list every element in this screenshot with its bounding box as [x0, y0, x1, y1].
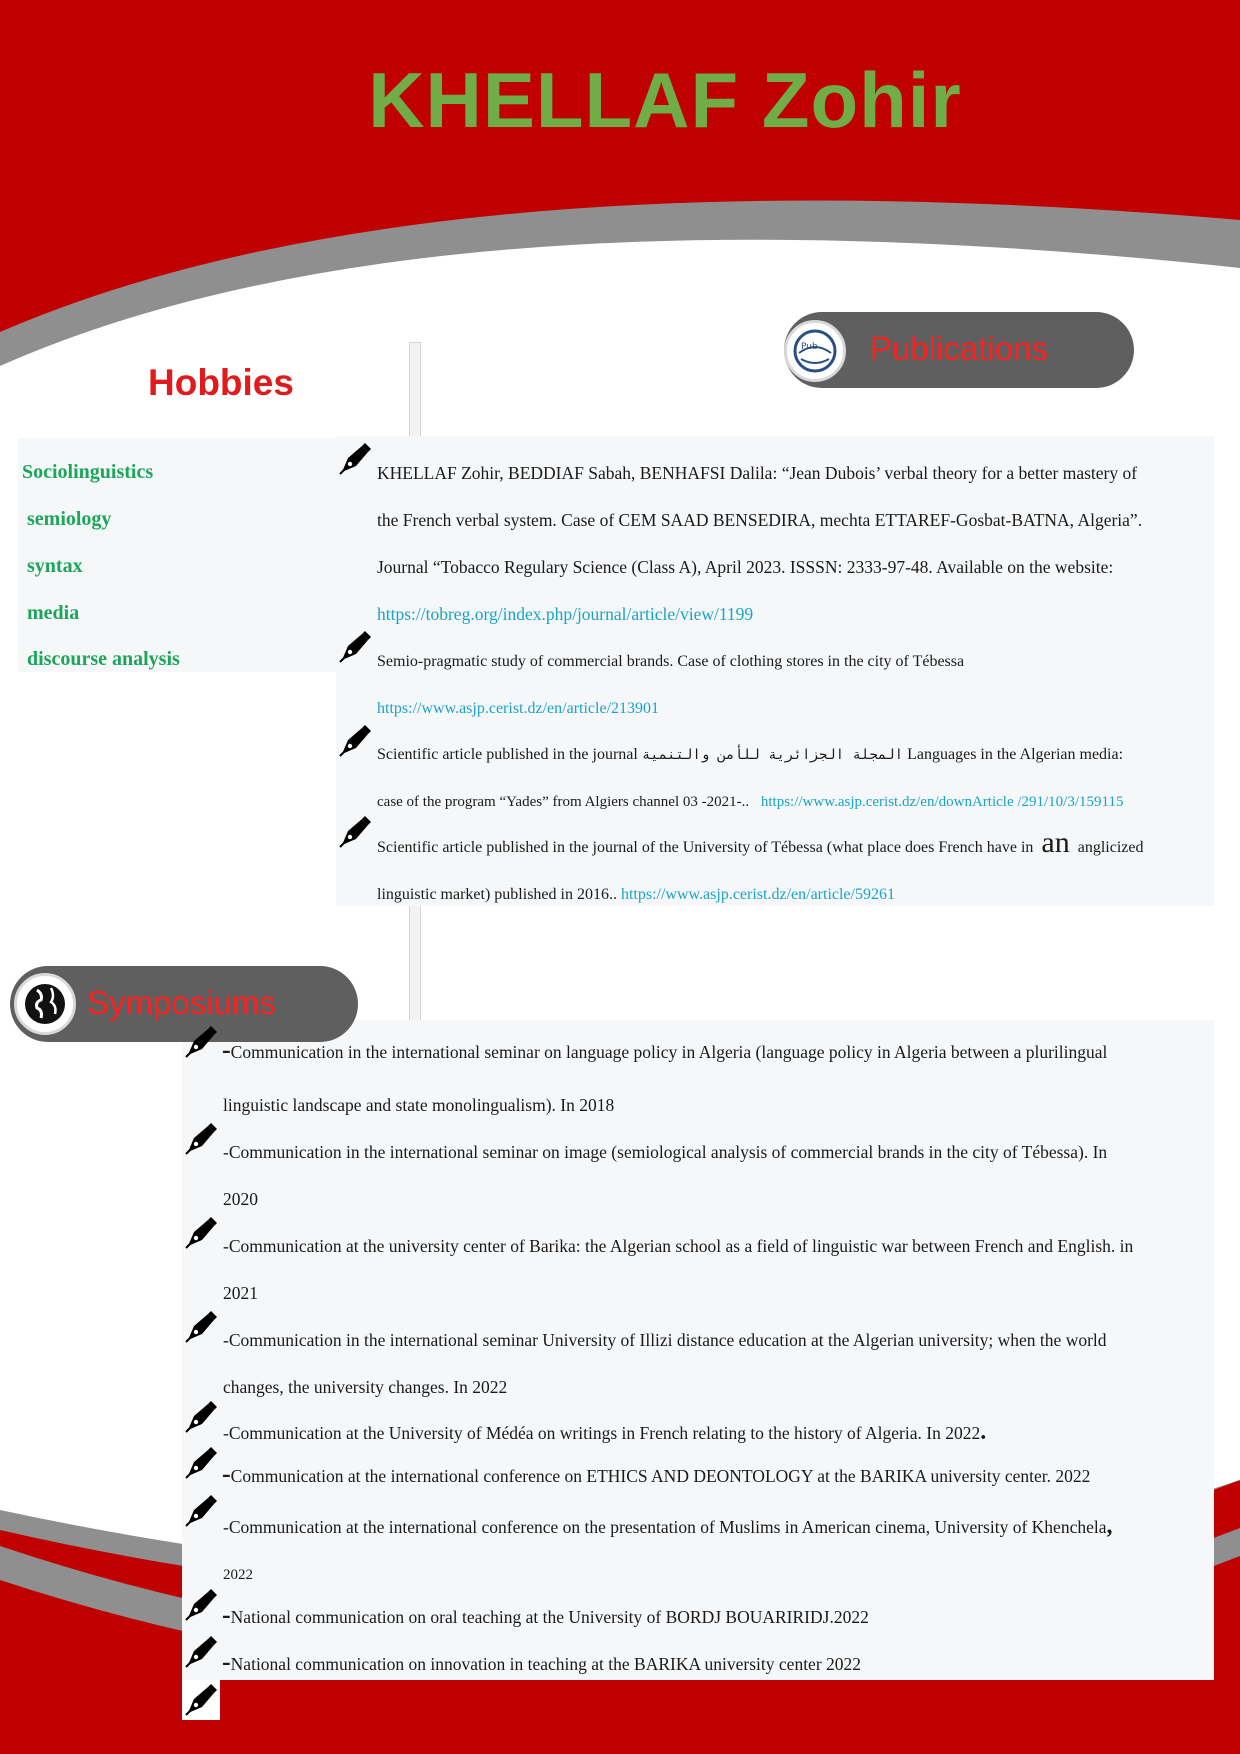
symposium-line — [222, 1647, 862, 1676]
symposium-text: National communication on innovation in teaching at the BARIKA university center 2022 — [230, 1654, 862, 1674]
symposium-line: 2022 — [223, 1567, 253, 1583]
dash-mark: - — [222, 1600, 231, 1629]
pen-bullet-icon — [184, 1025, 218, 1059]
pen-bullet-icon — [338, 815, 372, 849]
hobby-item: Sociolinguistics — [22, 461, 154, 483]
pen-bullet-icon — [338, 630, 372, 664]
publication-4-line-2 — [377, 886, 895, 904]
symposium-line: changes, the university changes. In 2022 — [223, 1377, 508, 1397]
symposium-line: -Communication at the university center of Barika: the Algerian school as a field of linguistic war between French and English. in — [223, 1236, 1134, 1256]
publication-1-link[interactable]: https://tobreg.org/index.php/journal/article/view/1199 — [377, 604, 754, 624]
pen-bullet-icon — [184, 1588, 218, 1622]
pen-bullet-icon — [184, 1122, 218, 1156]
publication-4-text-b: anglicized — [1077, 839, 1144, 856]
person-name: KHELLAF Zohir — [368, 56, 962, 144]
symposium-line: 2020 — [223, 1189, 258, 1209]
symposium-text: -Communication at the international conference on the presentation of Muslims in American cinema, University of Khenchela — [223, 1517, 1107, 1537]
publication-3-line-2 — [377, 794, 1123, 811]
hobby-item: media — [27, 602, 80, 624]
publication-3-text-c: case of the program “Yades” from Algiers channel 03 -2021-.. — [377, 794, 750, 810]
symposium-text: Communication in the international seminar on language policy in Algeria (language policy in Algeria between a plurilingual — [230, 1042, 1108, 1062]
hobby-item: semiology — [27, 508, 112, 530]
arabic-journal-title: المجلة الجزائرية للأمن والتنمية — [641, 747, 904, 763]
publication-3-line-1 — [377, 746, 1123, 764]
dash-mark: - — [222, 1459, 231, 1488]
pen-bullet-icon — [184, 1683, 218, 1717]
pen-bullet-frame — [182, 1680, 220, 1720]
pen-bullet-icon — [184, 1635, 218, 1669]
symposium-text: Communication at the international conference on ETHICS AND DEONTOLOGY at the BARIKA university center. 2022 — [230, 1466, 1091, 1486]
pen-bullet-icon — [184, 1216, 218, 1250]
publication-1-line-3: Journal “Tobacco Regulary Science (Class A), April 2023. ISSSN: 2333-97-48. Available on the website: — [377, 557, 1114, 577]
publication-2-line-1: Semio-pragmatic study of commercial brands. Case of clothing stores in the city of Tébessa — [377, 653, 965, 670]
symposium-line: linguistic landscape and state monolingualism). In 2018 — [223, 1095, 615, 1115]
symposium-line — [222, 1035, 1108, 1064]
symposium-text: -Communication at the University of Médéa on writings in French relating to the history of Algeria. In 2022 — [223, 1423, 981, 1443]
symposium-line — [222, 1600, 869, 1629]
hobbies-heading: Hobbies — [148, 362, 294, 403]
dash-mark: - — [222, 1035, 231, 1064]
publication-4-text-a: Scientific article published in the journal of the University of Tébessa (what place does French have in — [377, 839, 1034, 856]
publications-heading: Publications — [870, 330, 1048, 367]
trailing-punctuation: , — [1106, 1513, 1113, 1539]
publication-4-link[interactable]: https://www.asjp.cerist.dz/en/article/59261 — [620, 886, 895, 903]
symposium-line — [222, 1459, 1091, 1488]
symposiums-heading: Symposiums — [87, 984, 276, 1021]
pen-bullet-icon — [184, 1310, 218, 1344]
dash-mark: - — [222, 1647, 231, 1676]
publication-1-line-1: KHELLAF Zohir, BEDDIAF Sabah, BENHAFSI Dalila: “Jean Dubois’ verbal theory for a better mastery of — [377, 463, 1138, 483]
publication-3-text-a: Scientific article published in the journal — [377, 746, 638, 763]
pen-bullet-icon — [184, 1446, 218, 1480]
globe-icon — [14, 973, 76, 1035]
pen-bullet-icon — [338, 724, 372, 758]
publication-4-line-1 — [377, 826, 1143, 860]
publication-4-big-word: an — [1041, 826, 1070, 859]
symposium-text: National communication on oral teaching at the University of BORDJ BOUARIRIDJ.2022 — [230, 1607, 869, 1627]
hobby-item: discourse analysis — [27, 648, 180, 670]
trailing-punctuation: . — [980, 1419, 987, 1445]
symposium-line: 2021 — [223, 1283, 258, 1303]
hobby-item: syntax — [27, 555, 83, 577]
pen-bullet-icon — [184, 1494, 218, 1528]
symposium-line: -Communication in the international seminar University of Illizi distance education at the Algerian university; when the world — [223, 1330, 1107, 1350]
pen-bullet-icon — [184, 1400, 218, 1434]
publication-4-text-c: linguistic market) published in 2016.. — [377, 886, 617, 903]
symposium-line: -Communication in the international seminar on image (semiological analysis of commercial brands in the city of Tébessa). In — [223, 1142, 1108, 1162]
globe-badge-icon — [784, 320, 846, 382]
publication-3-link[interactable]: https://www.asjp.cerist.dz/en/downArticle /291/10/3/159115 — [760, 794, 1124, 810]
symposium-line — [223, 1419, 986, 1446]
symposium-line — [223, 1513, 1112, 1540]
publication-3-text-b: Languages in the Algerian media: — [907, 746, 1124, 763]
pen-bullet-icon — [338, 442, 372, 476]
publication-2-link[interactable]: https://www.asjp.cerist.dz/en/article/213901 — [377, 700, 660, 717]
svg-text:Pub: Pub — [801, 342, 818, 352]
publication-1-line-2: the French verbal system. Case of CEM SAAD BENSEDIRA, mechta ETTAREF-Gosbat-BATNA, Algeria”. — [377, 510, 1143, 530]
